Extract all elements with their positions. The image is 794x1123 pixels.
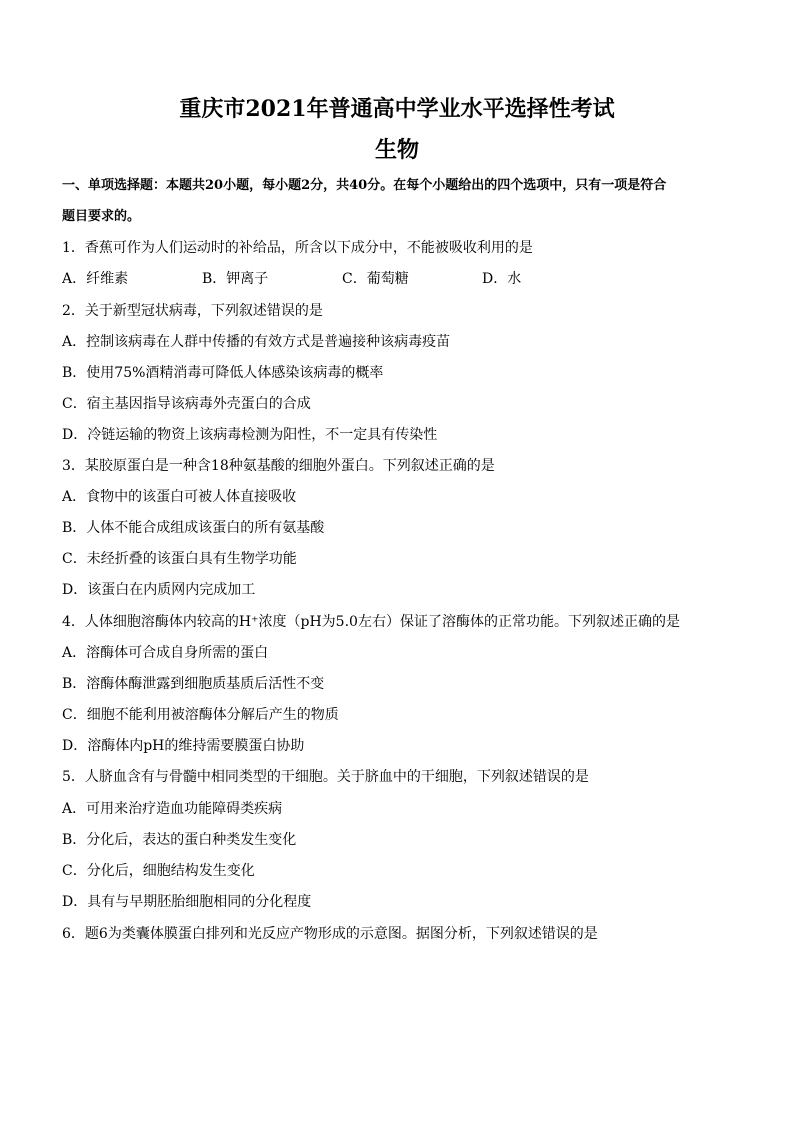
question-4-stem: 4．人体细胞溶酶体内较高的H⁺浓度（pH为5.0左右）保证了溶酶体的正常功能。下列叙述正确的是 xyxy=(62,614,680,630)
question-5-option-c: C．分化后，细胞结构发生变化 xyxy=(62,863,255,879)
subject-title: 生物 xyxy=(374,137,419,163)
section-header-line-2: 题目要求的。 xyxy=(62,209,141,224)
question-3-option-a: A．食物中的该蛋白可被人体直接吸收 xyxy=(62,489,297,505)
question-1-option-c: C．葡萄糖 xyxy=(342,271,409,287)
question-1-stem: 1．香蕉可作为人们运动时的补给品，所含以下成分中，不能被吸收利用的是 xyxy=(62,240,533,256)
question-1-options xyxy=(62,269,521,289)
question-5-option-d: D．具有与早期胚胎细胞相同的分化程度 xyxy=(62,894,312,910)
question-1-option-d: D．水 xyxy=(482,271,522,287)
question-5-option-b: B．分化后，表达的蛋白种类发生变化 xyxy=(62,832,297,848)
question-2-option-c: C．宿主基因指导该病毒外壳蛋白的合成 xyxy=(62,396,311,412)
question-2-option-d: D．冷链运输的物资上该病毒检测为阳性，不一定具有传染性 xyxy=(62,427,438,443)
question-2-stem: 2．关于新型冠状病毒，下列叙述错误的是 xyxy=(62,303,323,319)
question-4-option-a: A．溶酶体可合成自身所需的蛋白 xyxy=(62,645,269,661)
question-2-option-b: B．使用75%酒精消毒可降低人体感染该病毒的概率 xyxy=(62,365,384,381)
question-3-option-b: B．人体不能合成组成该蛋白的所有氨基酸 xyxy=(62,520,325,536)
question-3-stem: 3．某胶原蛋白是一种含18种氨基酸的细胞外蛋白。下列叙述正确的是 xyxy=(62,458,495,474)
question-3-option-c: C．未经折叠的该蛋白具有生物学功能 xyxy=(62,551,297,567)
question-1-option-a: A．纤维素 xyxy=(62,271,129,287)
question-3-option-d: D．该蛋白在内质网内完成加工 xyxy=(62,582,256,598)
question-5-stem: 5．人脐血含有与骨髓中相同类型的干细胞。关于脐血中的干细胞，下列叙述错误的是 xyxy=(62,769,589,785)
question-1-option-b: B．钾离子 xyxy=(202,271,269,287)
section-header-line-1: 一、单项选择题：本题共20小题，每小题2分，共40分。在每个小题给出的四个选项中，只有一项是符合 xyxy=(62,178,667,193)
exam-title: 重庆市2021年普通高中学业水平选择性考试 xyxy=(179,96,615,122)
question-6-stem: 6．题6为类囊体膜蛋白排列和光反应产物形成的示意图。据图分析，下列叙述错误的是 xyxy=(62,926,598,942)
question-4-option-b: B．溶酶体酶泄露到细胞质基质后活性不变 xyxy=(62,676,325,692)
question-2-option-a: A．控制该病毒在人群中传播的有效方式是普遍接种该病毒疫苗 xyxy=(62,334,451,350)
question-5-option-a: A．可用来治疗造血功能障碍类疾病 xyxy=(62,801,283,817)
section-header xyxy=(62,170,734,232)
question-4-option-c: C．细胞不能利用被溶酶体分解后产生的物质 xyxy=(62,707,339,723)
question-4-option-d: D．溶酶体内pH的维持需要膜蛋白协助 xyxy=(62,738,305,754)
